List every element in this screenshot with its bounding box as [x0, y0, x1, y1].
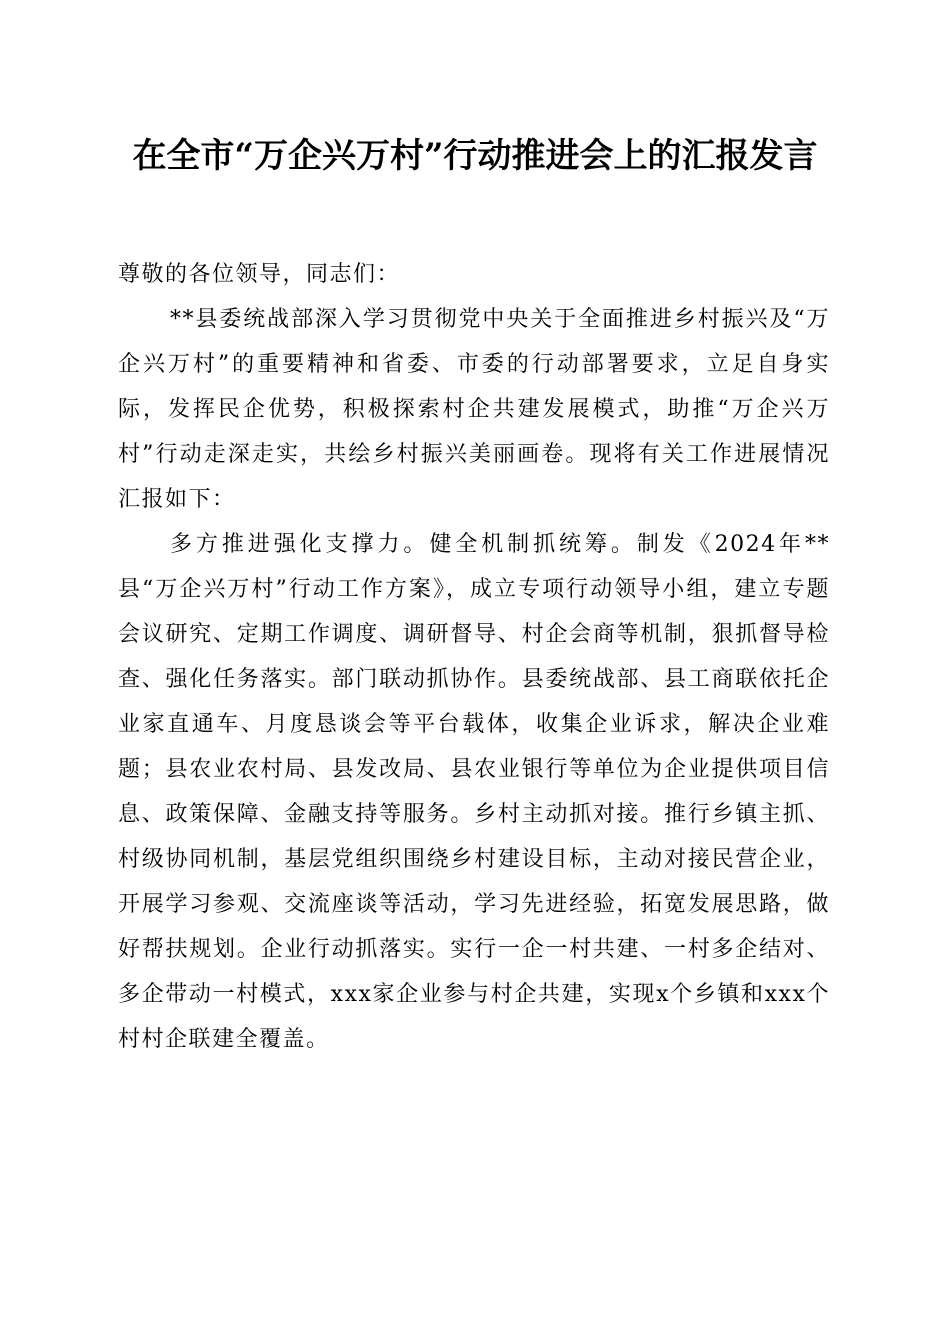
document-title: 在全市“万企兴万村”行动推进会上的汇报发言 — [132, 136, 818, 176]
paragraph-support: 多方推进强化支撑力。健全机制抓统筹。制发《2024年**县“万企兴万村”行动工作方案》，成立专项行动领导小组，建立专题会议研究、定期工作调度、调研督导、村企会商等机制，狠抓督导检查、强化任务落实。部门联动抓协作。县委统战部、县工商联依托企业家直通车、月度恳谈会等平台载体，收集企业诉求，解决企业难题；县农业农村局、县发改局、县农业银行等单位为企业提供项目信息、政策保障、金融支持等服务。乡村主动抓对接。推行乡镇主抓、村级协同机制，基层党组织围绕乡村建设目标，主动对接民营企业，开展学习参观、交流座谈等活动，学习先进经验，拓宽发展思路，做好帮扶规划。企业行动抓落实。实行一企一村共建、一村多企结对、多企带动一村模式，xxx家企业参与村企共建，实现x个乡镇和xxx个村村企联建全覆盖。 — [118, 532, 830, 1052]
document-body — [118, 252, 830, 1062]
salutation: 尊敬的各位领导，同志们： — [118, 262, 401, 287]
paragraph-intro: **县委统战部深入学习贯彻党中央关于全面推进乡村振兴及“万企兴万村”的重要精神和省委、市委的行动部署要求，立足自身实际，发挥民企优势，积极探索村企共建发展模式，助推“万企兴万村”行动走深走实，共绘乡村振兴美丽画卷。现将有关工作进展情况汇报如下： — [118, 307, 830, 512]
